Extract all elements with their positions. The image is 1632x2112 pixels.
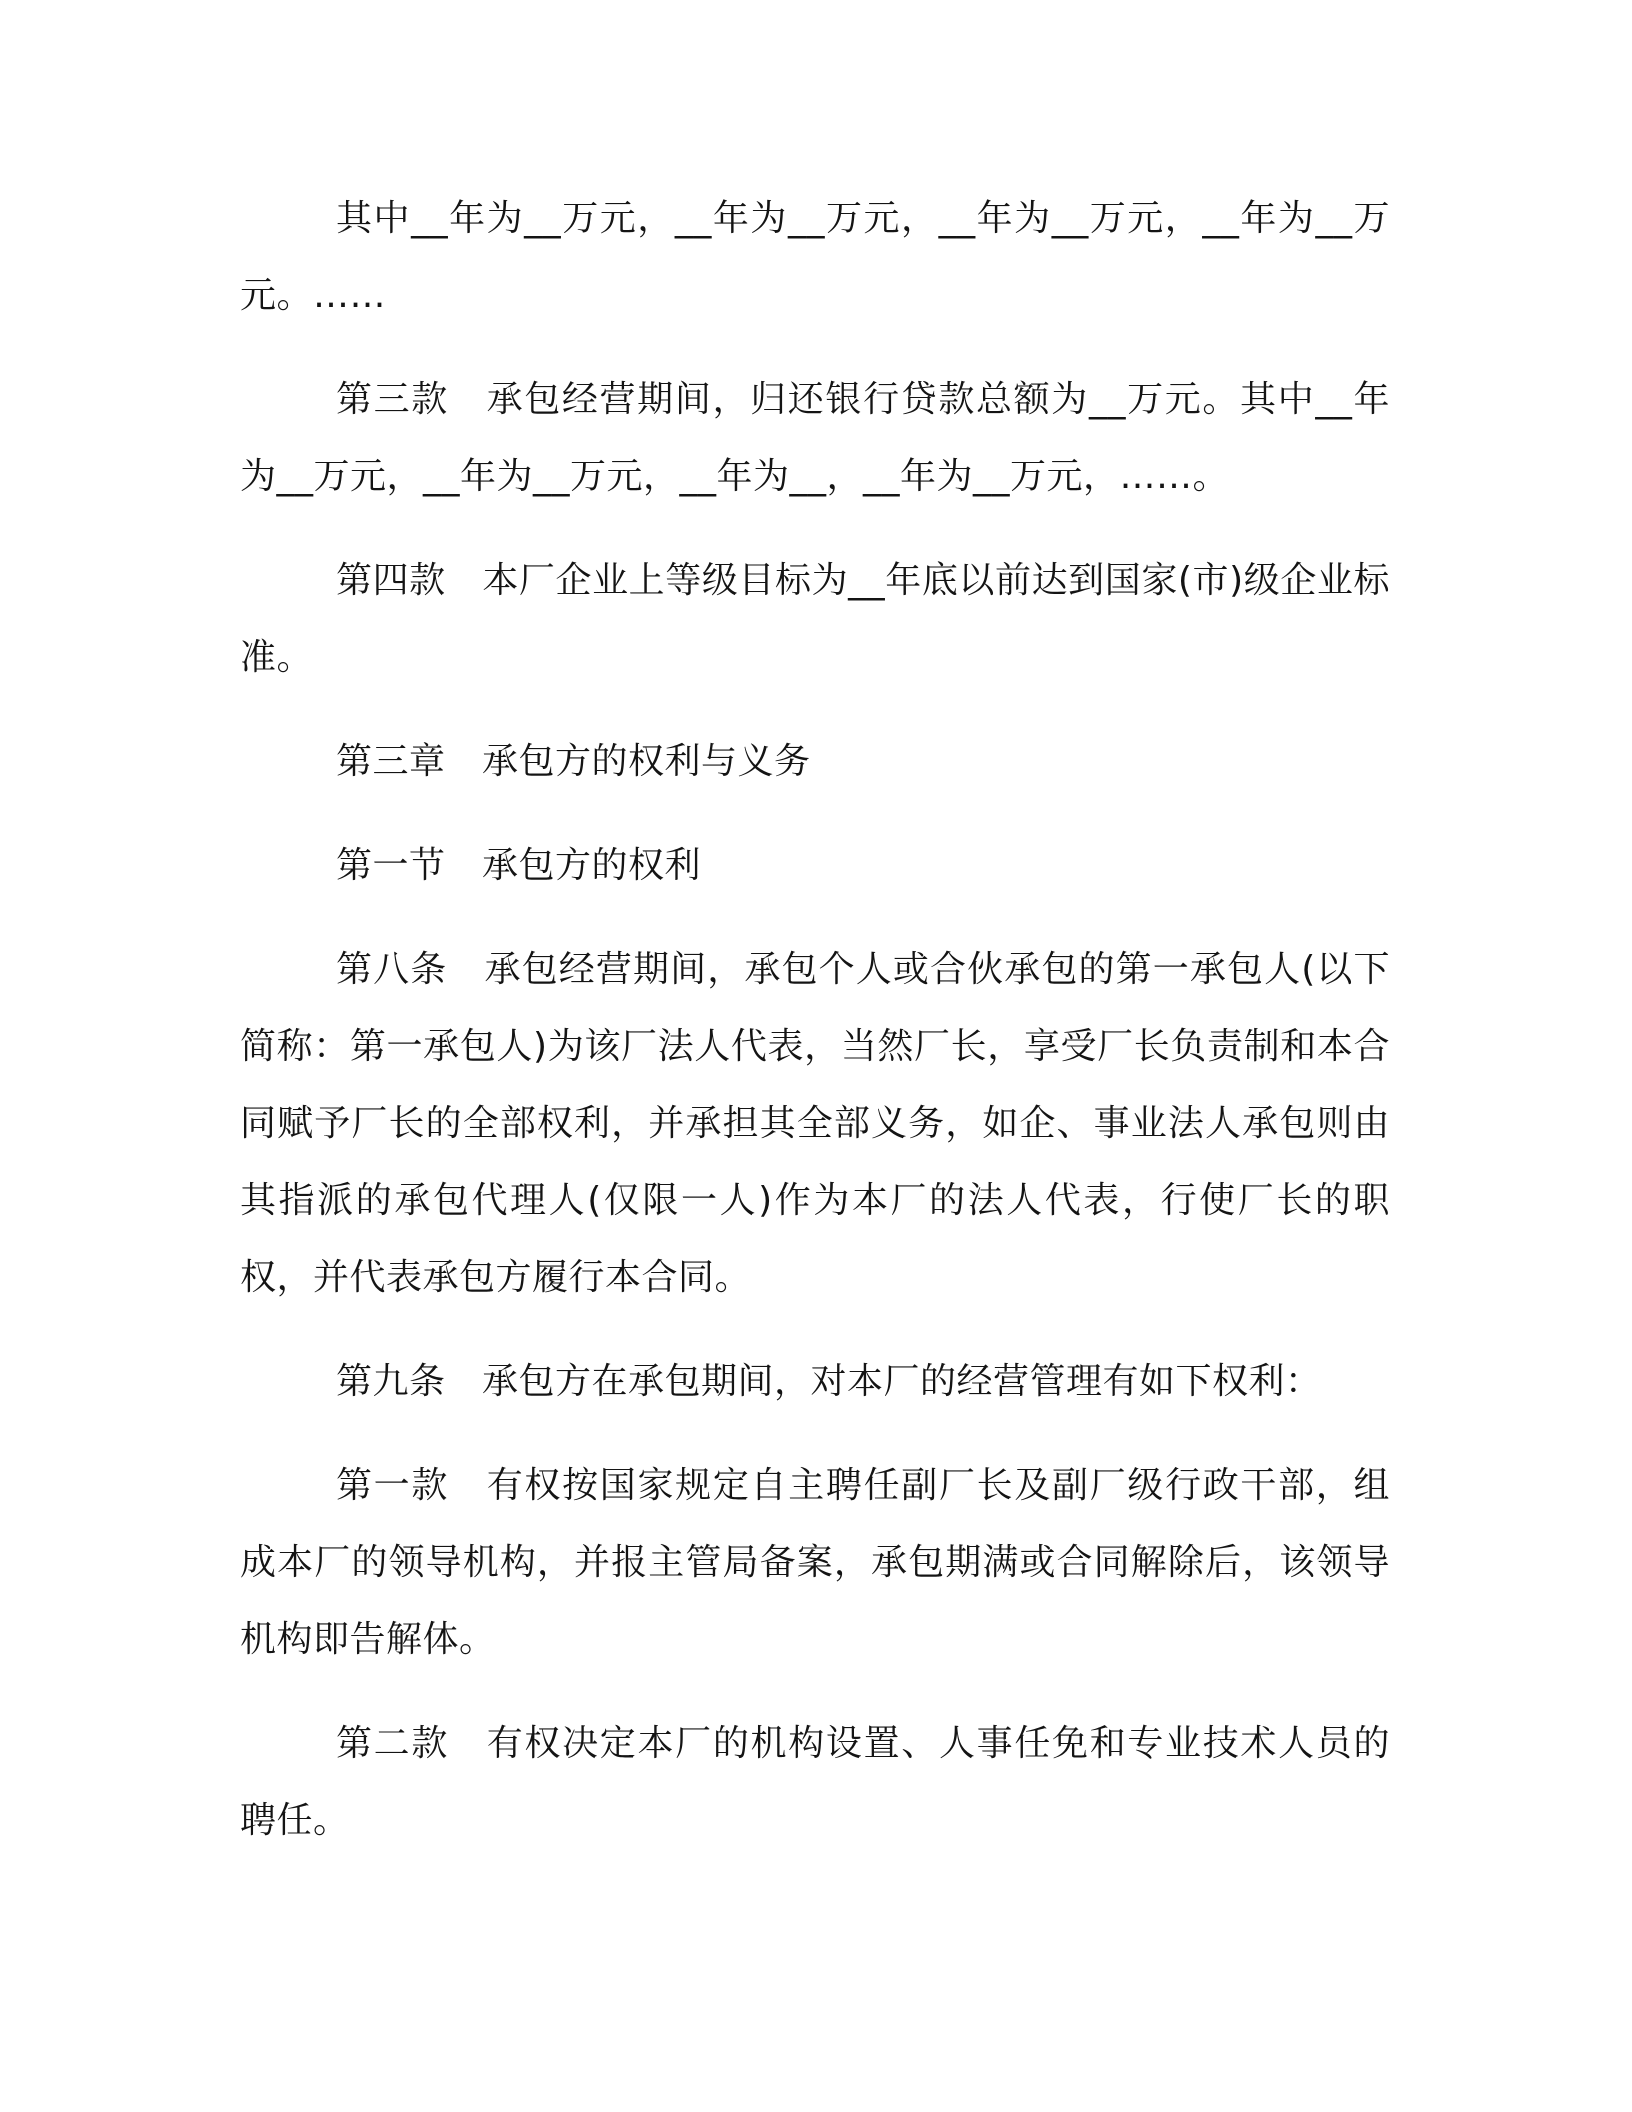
paragraph-annual-amounts: 其中__年为__万元，__年为__万元，__年为__万元，__年为__万元。……: [240, 198, 1390, 316]
article-9-clause-2: 第二款 有权决定本厂的机构设置、人事任免和专业技术人员的聘任。: [240, 1723, 1390, 1841]
paragraph-clause-4-grade-target: 第四款 本厂企业上等级目标为__年底以前达到国家(市)级企业标准。: [240, 560, 1390, 678]
article-9-clause-1: 第一款 有权按国家规定自主聘任副厂长及副厂级行政干部，组成本厂的领导机构，并报主管局备案，承包期满或合同解除后，该领导机构即告解体。: [240, 1465, 1390, 1660]
document-body: [240, 180, 1390, 1886]
article-8-paragraph: 第八条 承包经营期间，承包个人或合伙承包的第一承包人(以下简称：第一承包人)为该厂法人代表，当然厂长，享受厂长负责制和本合同赋予厂长的全部权利，并承担其全部义务，如企、事业法人承包则由其指派的承包代理人(仅限一人)作为本厂的法人代表，行使厂长的职权，并代表承包方履行本合同。: [240, 949, 1390, 1298]
section-1-heading: 第一节 承包方的权利: [336, 845, 702, 886]
paragraph-clause-3-loan-repayment: 第三款 承包经营期间，归还银行贷款总额为__万元。其中__年为__万元，__年为__万元，__年为__，__年为__万元，……。: [240, 379, 1390, 497]
chapter-3-heading: 第三章 承包方的权利与义务: [336, 741, 811, 782]
article-9-paragraph: 第九条 承包方在承包期间，对本厂的经营管理有如下权利：: [336, 1361, 1322, 1402]
